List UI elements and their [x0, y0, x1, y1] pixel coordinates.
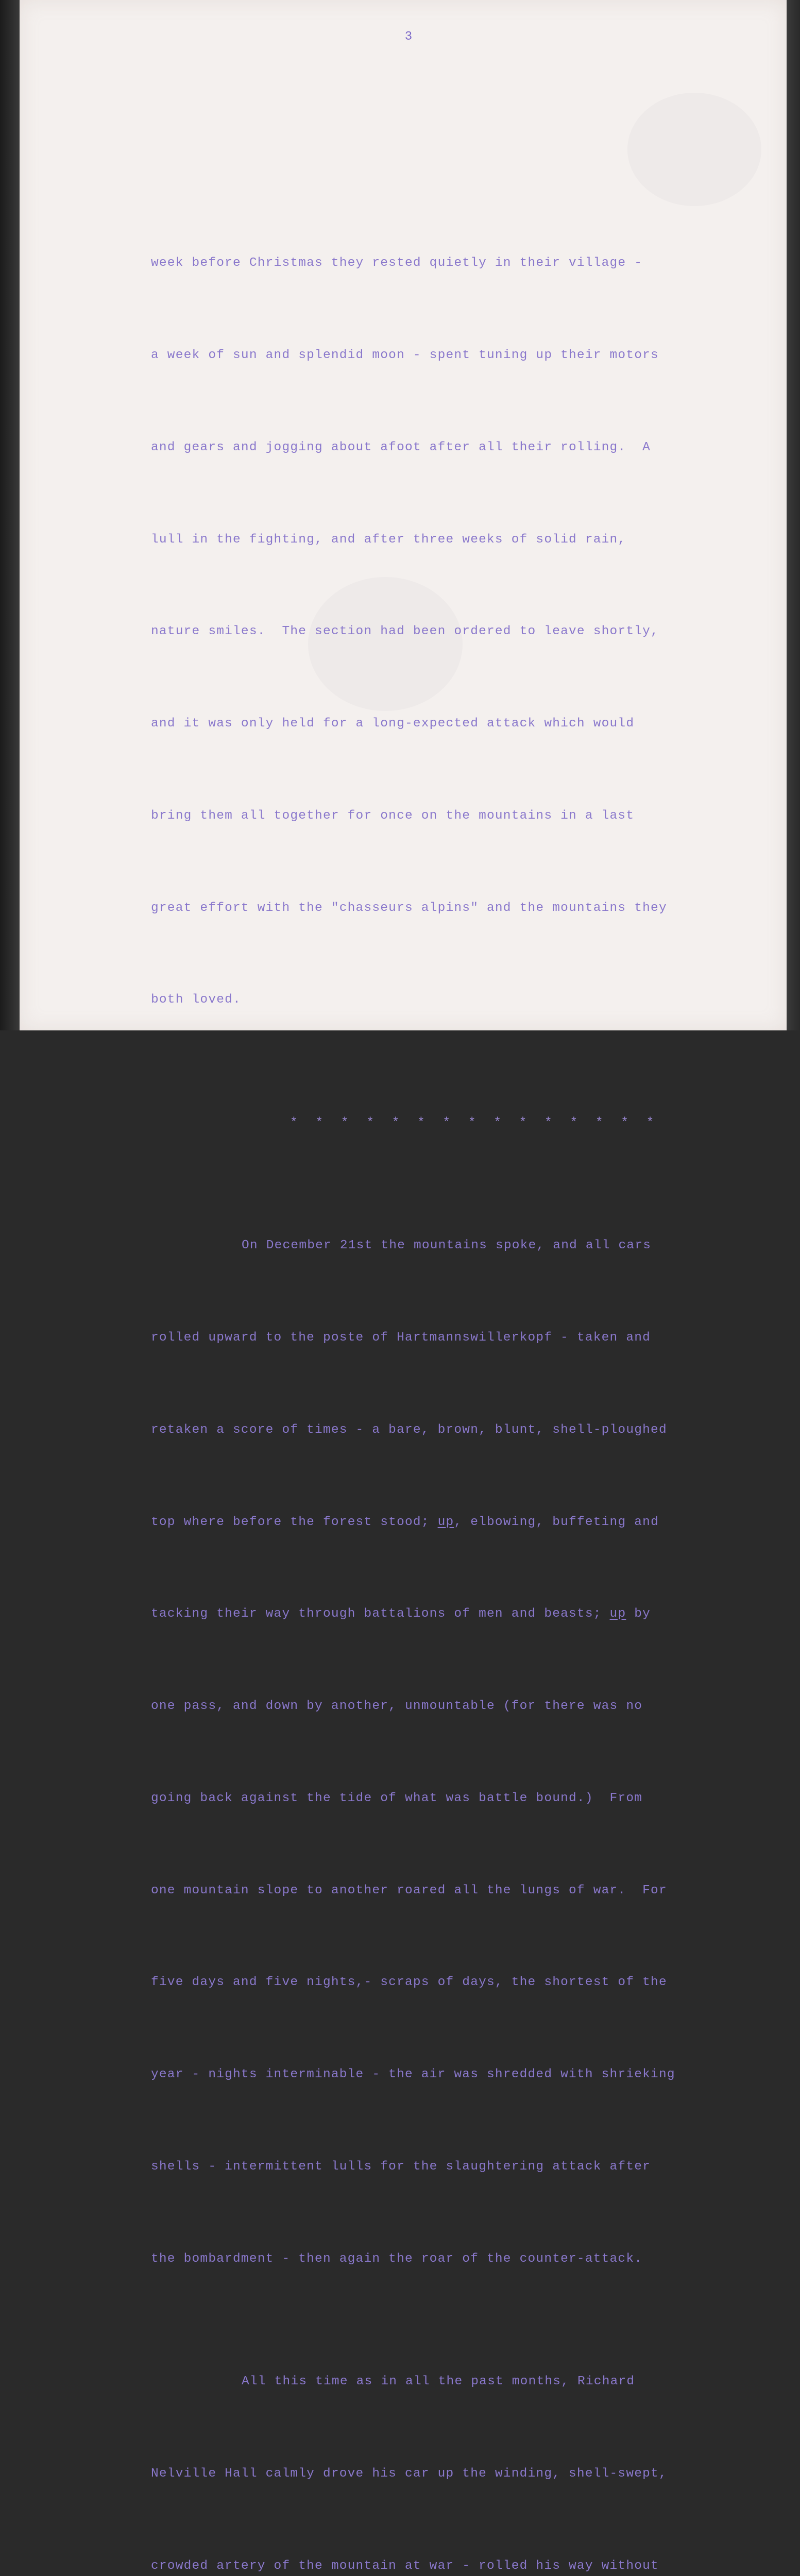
text-line: both loved. — [151, 993, 241, 1007]
underlined-word: up — [609, 1607, 626, 1621]
text-line: bring them all together for once on the mountains in a last — [151, 808, 635, 823]
text-line: week before Christmas they rested quietly in their village - — [151, 256, 643, 270]
text-line: shells - intermittent lulls for the slaughtering attack after — [151, 2160, 651, 2174]
page-number: 3 — [404, 30, 413, 44]
text-line: Nelville Hall calmly drove his car up the winding, shell-swept, — [151, 2466, 667, 2481]
text-line: nature smiles. The section had been ordered to leave shortly, — [151, 624, 659, 639]
text-line: rolled upward to the poste of Hartmannswillerkopf - taken and — [151, 1330, 651, 1345]
text-segment: tacking their way through battalions of men and beasts; — [151, 1607, 610, 1621]
text-line: crowded artery of the mountain at war - rolled his way without — [151, 2558, 659, 2573]
text-line: year - nights interminable - the air was shredded with shrieking — [151, 2067, 675, 2082]
text-line: and it was only held for a long-expected attack which would — [151, 717, 635, 731]
text-segment: , elbowing, buffeting and — [454, 1515, 659, 1529]
text-line: retaken a score of times - a bare, brown, blunt, shell-ploughed — [151, 1422, 667, 1437]
scan-background-right — [787, 0, 800, 1030]
text-line: one pass, and down by another, unmountable (for there was no — [151, 1699, 643, 1714]
paragraph-start: All this time as in all the past months, Richard — [242, 2375, 635, 2389]
paragraph-start: On December 21st the mountains spoke, and all cars — [242, 1239, 652, 1253]
text-line: a week of sun and splendid moon - spent tuning up their motors — [151, 348, 659, 362]
typed-text-body — [151, 187, 764, 2576]
section-divider: * * * * * * * * * * * * * * * — [290, 1115, 659, 1130]
text-line: going back against the tide of what was battle bound.) From — [151, 1791, 643, 1805]
document-page — [20, 0, 787, 2573]
text-line: lull in the fighting, and after three weeks of solid rain, — [151, 532, 626, 547]
text-line: five days and five nights,- scraps of days, the shortest of the — [151, 1975, 667, 1990]
text-line-with-underline — [151, 1599, 764, 1630]
text-line: one mountain slope to another roared all the lungs of war. For — [151, 1883, 667, 1897]
text-line: great effort with the "chasseurs alpins" and the mountains they — [151, 901, 667, 915]
text-line: the bombardment - then again the roar of the counter-attack. — [151, 2251, 643, 2266]
underlined-word: up — [437, 1515, 454, 1529]
text-line: and gears and jogging about afoot after all their rolling. A — [151, 440, 651, 454]
text-segment: top where before the forest stood; — [151, 1515, 438, 1529]
text-segment: by — [626, 1607, 651, 1621]
scan-background-left — [0, 0, 20, 1030]
text-line-with-underline — [151, 1507, 764, 1538]
